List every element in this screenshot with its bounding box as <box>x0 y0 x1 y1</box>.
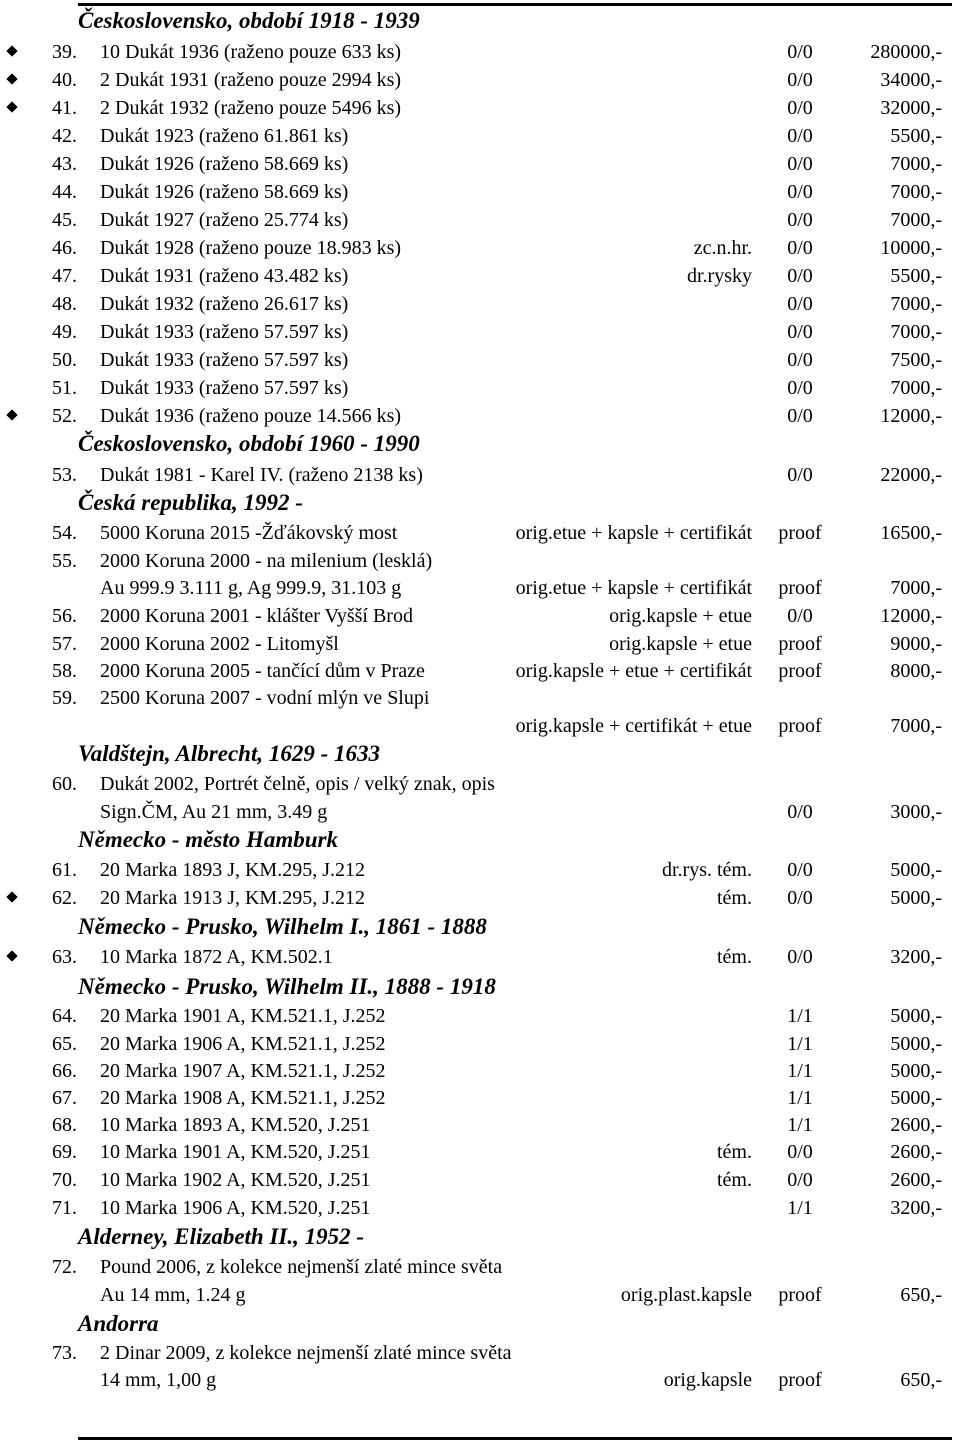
list-item <box>0 94 960 122</box>
list-item <box>0 712 960 740</box>
lot-price: 3200,- <box>890 946 942 968</box>
list-item <box>0 1339 960 1367</box>
lot-note: orig.kapsle <box>663 1369 752 1391</box>
section-title: Německo - Prusko, Wilhelm I., 1861 - 1888 <box>78 914 487 939</box>
lot-grade: 0/0 <box>787 293 813 315</box>
lot-grade: proof <box>778 633 822 655</box>
lot-description: 20 Marka 1901 A, KM.521.1, J.252 <box>100 1005 386 1027</box>
lot-description: 2000 Koruna 2000 - na milenium (lesklá) <box>100 550 433 572</box>
list-item <box>0 346 960 374</box>
list-item <box>0 1111 960 1139</box>
lot-grade: 0/0 <box>787 377 813 399</box>
lot-number: 48. <box>52 293 77 315</box>
lot-grade: 0/0 <box>787 181 813 203</box>
lot-description: Au 14 mm, 1.24 g <box>100 1284 246 1306</box>
lot-description: Dukát 1923 (raženo 61.861 ks) <box>100 125 349 147</box>
lot-description: Au 999.9 3.111 g, Ag 999.9, 31.103 g <box>100 577 402 599</box>
lot-price: 7000,- <box>890 321 942 343</box>
lot-price: 280000,- <box>870 41 942 63</box>
list-item <box>0 262 960 290</box>
list-item <box>0 1253 960 1281</box>
section-title: Valdštejn, Albrecht, 1629 - 1633 <box>78 741 380 766</box>
list-item <box>0 66 960 94</box>
lot-number: 44. <box>52 181 77 203</box>
list-item <box>0 38 960 66</box>
lot-number: 50. <box>52 349 77 371</box>
list-item <box>0 374 960 402</box>
lot-grade: 1/1 <box>787 1114 813 1136</box>
lot-grade: 0/0 <box>787 321 813 343</box>
list-item <box>0 770 960 798</box>
lot-grade: 0/0 <box>787 946 813 968</box>
lot-number: 58. <box>52 660 77 682</box>
lot-price: 10000,- <box>880 237 942 259</box>
lot-description: 2000 Koruna 2005 - tančící dům v Praze <box>100 660 425 682</box>
lot-description: Dukát 2002, Portrét čelně, opis / velký znak, opis <box>100 773 495 795</box>
lot-grade: 1/1 <box>787 1033 813 1055</box>
lot-grade: proof <box>778 715 822 737</box>
lot-note: orig.plast.kapsle <box>620 1284 752 1306</box>
lot-number: 49. <box>52 321 77 343</box>
lot-number: 69. <box>52 1141 77 1163</box>
lot-number: 56. <box>52 605 77 627</box>
lot-grade: 0/0 <box>787 125 813 147</box>
lot-description: Dukát 1981 - Karel IV. (raženo 2138 ks) <box>100 464 423 486</box>
lot-description: Dukát 1933 (raženo 57.597 ks) <box>100 349 349 371</box>
lot-description: 20 Marka 1908 A, KM.521.1, J.252 <box>100 1087 386 1109</box>
lot-note: tém. <box>717 1141 752 1163</box>
lot-number: 70. <box>52 1169 77 1191</box>
lot-description: 20 Marka 1906 A, KM.521.1, J.252 <box>100 1033 386 1055</box>
lot-number: 46. <box>52 237 77 259</box>
lot-description: 10 Marka 1893 A, KM.520, J.251 <box>100 1114 371 1136</box>
lot-description: Dukát 1926 (raženo 58.669 ks) <box>100 153 349 175</box>
bottom-rule <box>78 1437 952 1440</box>
lot-price: 2600,- <box>890 1169 942 1191</box>
list-item <box>0 1057 960 1085</box>
lot-description: 14 mm, 1,00 g <box>100 1369 217 1391</box>
list-item <box>0 602 960 630</box>
lot-number: 40. <box>52 69 77 91</box>
list-item <box>0 1366 960 1394</box>
list-item <box>0 318 960 346</box>
lot-grade: 1/1 <box>787 1060 813 1082</box>
lot-price: 7000,- <box>890 153 942 175</box>
lot-note: dr.rys. tém. <box>662 859 752 881</box>
diamond-bullet-icon <box>6 402 18 430</box>
lot-number: 61. <box>52 859 77 881</box>
lot-price: 2600,- <box>890 1141 942 1163</box>
lot-price: 7000,- <box>890 209 942 231</box>
lot-price: 5500,- <box>890 265 942 287</box>
lot-number: 42. <box>52 125 77 147</box>
lot-price: 5000,- <box>890 887 942 909</box>
lot-note: tém. <box>717 887 752 909</box>
lot-grade: 0/0 <box>787 265 813 287</box>
list-item <box>0 519 960 547</box>
lot-note: orig.etue + kapsle + certifikát <box>515 522 752 544</box>
lot-description: 20 Marka 1907 A, KM.521.1, J.252 <box>100 1060 386 1082</box>
list-item <box>0 684 960 712</box>
lot-description: 5000 Koruna 2015 -Žďákovský most <box>100 522 398 544</box>
lot-number: 51. <box>52 377 77 399</box>
list-item <box>0 206 960 234</box>
lot-number: 43. <box>52 153 77 175</box>
lot-description: Sign.ČM, Au 21 mm, 3.49 g <box>100 801 328 823</box>
lot-grade: 0/0 <box>787 209 813 231</box>
lot-price: 5000,- <box>890 1005 942 1027</box>
lot-price: 3200,- <box>890 1197 942 1219</box>
lot-number: 63. <box>52 946 77 968</box>
lot-number: 68. <box>52 1114 77 1136</box>
lot-number: 45. <box>52 209 77 231</box>
list-item <box>0 1002 960 1030</box>
lot-description: 20 Marka 1913 J, KM.295, J.212 <box>100 887 365 909</box>
diamond-bullet-icon <box>6 38 18 66</box>
lot-grade: 0/0 <box>787 1169 813 1191</box>
lot-price: 16500,- <box>880 522 942 544</box>
list-item <box>0 1194 960 1222</box>
lot-grade: 0/0 <box>787 97 813 119</box>
list-item <box>0 630 960 658</box>
lot-description: 2000 Koruna 2001 - klášter Vyšší Brod <box>100 605 413 627</box>
list-item <box>0 150 960 178</box>
section-title: Československo, období 1960 - 1990 <box>78 431 420 456</box>
diamond-bullet-icon <box>6 884 18 912</box>
diamond-bullet-icon <box>6 943 18 971</box>
lot-description: 2 Dukát 1931 (raženo pouze 2994 ks) <box>100 69 402 91</box>
lot-price: 5000,- <box>890 1033 942 1055</box>
lot-note: orig.kapsle + etue <box>609 633 752 655</box>
diamond-bullet-icon <box>6 94 18 122</box>
lot-number: 52. <box>52 405 77 427</box>
lot-number: 64. <box>52 1005 77 1027</box>
lot-price: 34000,- <box>880 69 942 91</box>
list-item <box>0 1166 960 1194</box>
lot-note: orig.kapsle + etue <box>609 605 752 627</box>
lot-price: 22000,- <box>880 464 942 486</box>
list-item <box>0 1084 960 1112</box>
lot-description: Dukát 1936 (raženo pouze 14.566 ks) <box>100 405 402 427</box>
lot-grade: 0/0 <box>787 153 813 175</box>
list-item <box>0 178 960 206</box>
lot-description: Dukát 1927 (raženo 25.774 ks) <box>100 209 349 231</box>
lot-number: 67. <box>52 1087 77 1109</box>
lot-number: 66. <box>52 1060 77 1082</box>
list-item <box>0 856 960 884</box>
lot-number: 57. <box>52 633 77 655</box>
list-item <box>0 122 960 150</box>
lot-grade: 1/1 <box>787 1087 813 1109</box>
section-title: Česká republika, 1992 - <box>78 490 303 515</box>
list-item <box>0 798 960 826</box>
lot-description: 2 Dukát 1932 (raženo pouze 5496 ks) <box>100 97 402 119</box>
lot-price: 7000,- <box>890 181 942 203</box>
lot-grade: proof <box>778 1369 822 1391</box>
lot-grade: 0/0 <box>787 349 813 371</box>
section-title: Německo - Prusko, Wilhelm II., 1888 - 1918 <box>78 974 496 999</box>
lot-grade: 0/0 <box>787 464 813 486</box>
list-item <box>0 1030 960 1058</box>
lot-description: 10 Marka 1872 A, KM.502.1 <box>100 946 333 968</box>
list-item <box>0 461 960 489</box>
lot-number: 60. <box>52 773 77 795</box>
diamond-bullet-icon <box>6 66 18 94</box>
list-item <box>0 1138 960 1166</box>
lot-number: 71. <box>52 1197 77 1219</box>
lot-number: 54. <box>52 522 77 544</box>
lot-price: 7000,- <box>890 577 942 599</box>
lot-description: Pound 2006, z kolekce nejmenší zlaté mince světa <box>100 1256 503 1278</box>
lot-grade: 0/0 <box>787 605 813 627</box>
lot-price: 5000,- <box>890 859 942 881</box>
list-item <box>0 943 960 971</box>
list-item <box>0 234 960 262</box>
lot-description: 10 Marka 1902 A, KM.520, J.251 <box>100 1169 371 1191</box>
lot-price: 12000,- <box>880 605 942 627</box>
lot-grade: 0/0 <box>787 237 813 259</box>
list-item <box>0 290 960 318</box>
lot-description: Dukát 1931 (raženo 43.482 ks) <box>100 265 349 287</box>
lot-grade: 1/1 <box>787 1197 813 1219</box>
lot-description: Dukát 1926 (raženo 58.669 ks) <box>100 181 349 203</box>
lot-grade: proof <box>778 1284 822 1306</box>
lot-description: Dukát 1928 (raženo pouze 18.983 ks) <box>100 237 402 259</box>
lot-grade: proof <box>778 522 822 544</box>
lot-price: 3000,- <box>890 801 942 823</box>
lot-description: Dukát 1932 (raženo 26.617 ks) <box>100 293 349 315</box>
lot-number: 62. <box>52 887 77 909</box>
lot-number: 59. <box>52 687 77 709</box>
lot-number: 55. <box>52 550 77 572</box>
section-title: Andorra <box>78 1311 159 1336</box>
lot-description: Dukát 1933 (raženo 57.597 ks) <box>100 321 349 343</box>
lot-grade: 0/0 <box>787 41 813 63</box>
lot-price: 5000,- <box>890 1087 942 1109</box>
lot-number: 53. <box>52 464 77 486</box>
lot-grade: proof <box>778 577 822 599</box>
lot-grade: 0/0 <box>787 69 813 91</box>
lot-description: 10 Marka 1906 A, KM.520, J.251 <box>100 1197 371 1219</box>
lot-description: 10 Dukát 1936 (raženo pouze 633 ks) <box>100 41 402 63</box>
list-item <box>0 657 960 685</box>
lot-price: 32000,- <box>880 97 942 119</box>
lot-note: tém. <box>717 946 752 968</box>
list-item <box>0 1281 960 1309</box>
lot-number: 65. <box>52 1033 77 1055</box>
lot-number: 41. <box>52 97 77 119</box>
section-title: Německo - město Hamburk <box>78 827 338 852</box>
lot-description: 2500 Koruna 2007 - vodní mlýn ve Slupi <box>100 687 430 709</box>
lot-price: 5000,- <box>890 1060 942 1082</box>
lot-number: 39. <box>52 41 77 63</box>
lot-price: 7000,- <box>890 715 942 737</box>
lot-note: orig.etue + kapsle + certifikát <box>515 577 752 599</box>
lot-price: 650,- <box>900 1284 942 1306</box>
lot-price: 650,- <box>900 1369 942 1391</box>
lot-grade: 1/1 <box>787 1005 813 1027</box>
lot-price: 9000,- <box>890 633 942 655</box>
lot-note: orig.kapsle + certifikát + etue <box>515 715 752 737</box>
lot-note: dr.rysky <box>687 265 752 287</box>
lot-grade: 0/0 <box>787 801 813 823</box>
lot-description: 2 Dinar 2009, z kolekce nejmenší zlaté mince světa <box>100 1342 512 1364</box>
list-item <box>0 547 960 575</box>
lot-number: 73. <box>52 1342 77 1364</box>
lot-grade: proof <box>778 660 822 682</box>
section-title: Československo, období 1918 - 1939 <box>78 8 420 33</box>
lot-grade: 0/0 <box>787 859 813 881</box>
section-title: Alderney, Elizabeth II., 1952 - <box>78 1224 365 1249</box>
lot-note: orig.kapsle + etue + certifikát <box>515 660 752 682</box>
lot-grade: 0/0 <box>787 405 813 427</box>
lot-price: 7000,- <box>890 377 942 399</box>
list-item <box>0 574 960 602</box>
lot-description: 10 Marka 1901 A, KM.520, J.251 <box>100 1141 371 1163</box>
lot-price: 8000,- <box>890 660 942 682</box>
lot-price: 12000,- <box>880 405 942 427</box>
lot-number: 47. <box>52 265 77 287</box>
lot-description: 20 Marka 1893 J, KM.295, J.212 <box>100 859 365 881</box>
lot-grade: 0/0 <box>787 1141 813 1163</box>
lot-number: 72. <box>52 1256 77 1278</box>
lot-price: 5500,- <box>890 125 942 147</box>
lot-note: zc.n.hr. <box>693 237 752 259</box>
lot-price: 2600,- <box>890 1114 942 1136</box>
list-item <box>0 884 960 912</box>
lot-description: 2000 Koruna 2002 - Litomyšl <box>100 633 339 655</box>
lot-price: 7000,- <box>890 293 942 315</box>
list-item <box>0 402 960 430</box>
lot-note: tém. <box>717 1169 752 1191</box>
lot-price: 7500,- <box>890 349 942 371</box>
lot-description: Dukát 1933 (raženo 57.597 ks) <box>100 377 349 399</box>
lot-grade: 0/0 <box>787 887 813 909</box>
